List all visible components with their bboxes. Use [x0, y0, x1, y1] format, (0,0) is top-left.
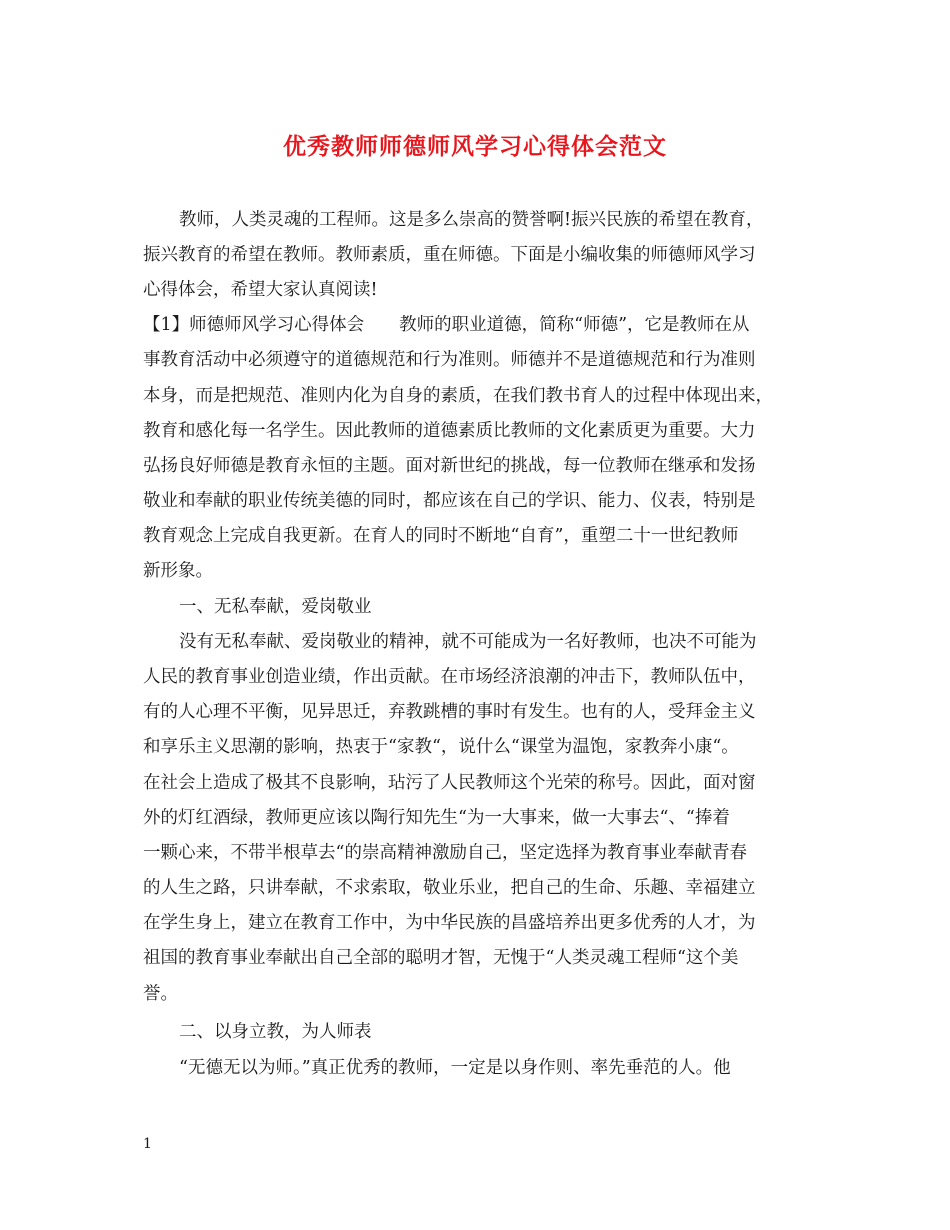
paragraph-line: 敬业和奉献的职业传统美德的同时，都应该在自己的学识、能力、仪表，特别是 [143, 491, 756, 511]
paragraph-line: 教育和感化每一名学生。因此教师的道德素质比教师的文化素质更为重要。大力 [143, 421, 756, 441]
paragraph-line: 心得体会，希望大家认真阅读! [143, 280, 378, 300]
paragraph-line: 教育观念上完成自我更新。在育人的同时不断地“自育”，重塑二十一世纪教师 [143, 526, 739, 546]
paragraph-line: 和享乐主义思潮的影响，热衷于“家教“，说什么“课堂为温饱，家教奔小康“。 [143, 737, 739, 757]
paragraph-line: 在学生身上，建立在教育工作中，为中华民族的昌盛培养出更多优秀的人才，为 [143, 913, 756, 933]
paragraph-line: 事教育活动中必须遵守的道德规范和行为准则。师德并不是道德规范和行为准则 [143, 350, 756, 370]
paragraph-line: 在社会上造成了极其不良影响，玷污了人民教师这个光荣的称号。因此，面对窗 [143, 773, 756, 793]
paragraph-line: 没有无私奉献、爱岗敬业的精神，就不可能成为一名好教师，也决不可能为 [179, 632, 757, 652]
paragraph-line: 振兴教育的希望在教师。教师素质，重在师德。下面是小编收集的师德师风学习 [143, 245, 756, 265]
paragraph-line: 弘扬良好师德是教育永恒的主题。面对新世纪的挑战，每一位教师在继承和发扬 [143, 456, 756, 476]
subheading-line: 二、以身立教，为人师表 [179, 1022, 372, 1042]
paragraph-line: “无德无以为师。”真正优秀的教师，一定是以身作则、率先垂范的人。他 [179, 1058, 731, 1078]
paragraph-line: 人民的教育事业创造业绩，作出贡献。在市场经济浪潮的冲击下，教师队伍中， [143, 667, 756, 687]
subheading-line: 一、无私奉献，爱岗敬业 [179, 597, 372, 617]
paragraph-line: 祖国的教育事业奉献出自己全部的聪明才智，无愧于“人类灵魂工程师“这个美 [143, 948, 739, 968]
paragraph-line: 的人生之路，只讲奉献，不求索取，敬业乐业，把自己的生命、乐趣、幸福建立 [143, 878, 756, 898]
page-number: 1 [143, 1136, 152, 1152]
paragraph-line: 教师，人类灵魂的工程师。这是多么崇高的赞誉啊!振兴民族的希望在教育， [179, 210, 764, 230]
document-title: 优秀教师师德师风学习心得体会范文 [283, 133, 667, 160]
paragraph-line: 一颗心来，不带半根草去“的崇高精神激励自己，坚定选择为教育事业奉献青春 [143, 843, 747, 863]
paragraph-line: 有的人心理不平衡，见异思迁，弃教跳槽的事时有发生。也有的人，受拜金主义 [143, 702, 756, 722]
paragraph-line: 外的灯红酒绿，教师更应该以陶行知先生“为一大事来，做一大事去“、“捧着 [143, 808, 730, 828]
section-heading-line: 【1】师德师风学习心得体会 教师的职业道德，简称“师德”，它是教师在从 [143, 315, 750, 335]
paragraph-line: 新形象。 [143, 561, 213, 581]
paragraph-line: 誉。 [143, 984, 178, 1004]
paragraph-line: 本身，而是把规范、准则内化为自身的素质，在我们教书育人的过程中体现出来， [143, 386, 773, 406]
